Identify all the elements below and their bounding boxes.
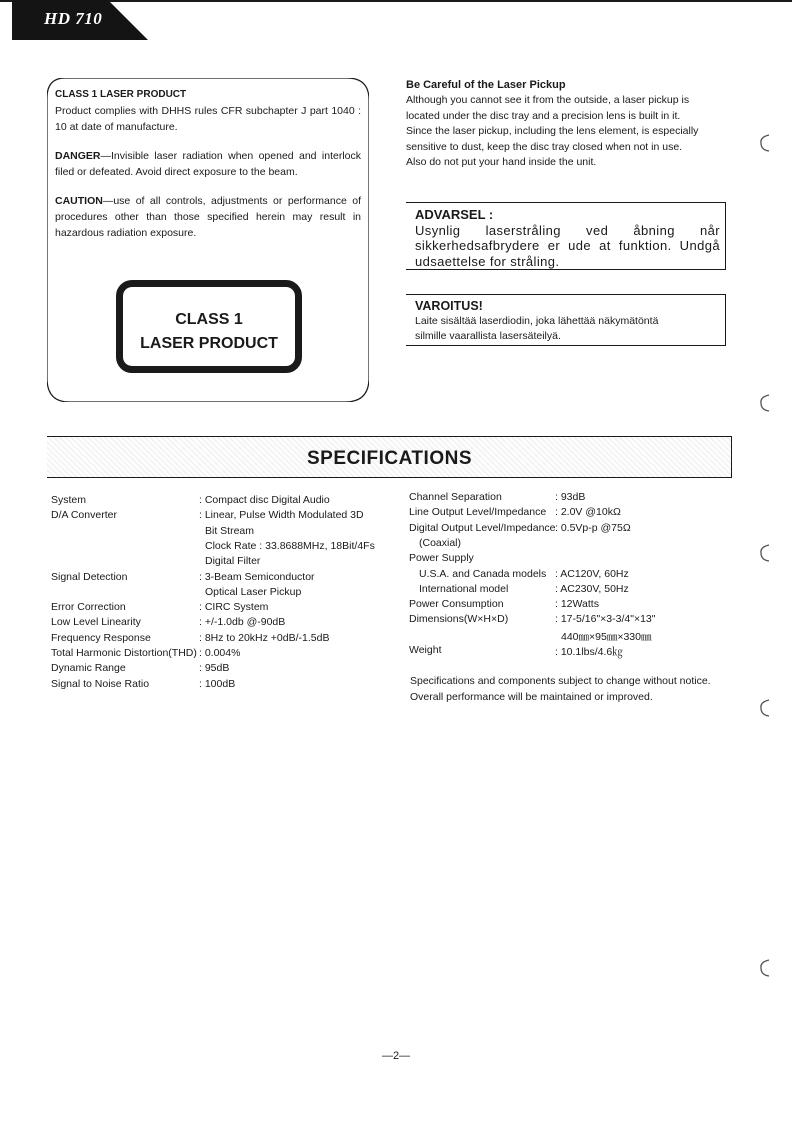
spec-value: : 93dB [555, 491, 586, 503]
laser-pickup-line: located under the disc tray and a precision lens is built in it. [406, 110, 681, 122]
spec-value: : AC120V, 60Hz [555, 567, 629, 580]
danger-body: —Invisible laser radiation when opened and interlock filed or defeated. Avoid direct exposure to the beam. [55, 150, 361, 178]
spec-label: System [51, 494, 87, 506]
spec-value: : 12Watts [555, 598, 599, 611]
spec-value: Optical Laser Pickup [205, 585, 302, 598]
advarsel-line: udsaettelse for stråling. [415, 254, 560, 269]
binder-hole-mark [758, 133, 772, 153]
spec-value: : 8Hz to 20kHz +0dB/-1.5dB [199, 631, 330, 644]
spec-label: Dimensions(W×H×D) [409, 613, 509, 626]
laser-compliance-text: Product complies with DHHS rules CFR subchapter J part 1040 : 10 at date of manufacture. [55, 105, 361, 133]
laser-pickup-line: Since the laser pickup, including the lens element, is especially [406, 125, 699, 137]
spec-value: : 3-Beam Semiconductor [199, 570, 315, 583]
spec-label: Error Correction [51, 601, 126, 614]
spec-label: Low Level Linearity [51, 616, 141, 629]
varoitus-line: Laite sisältää laserdiodin, joka lähettää näkymätöntä [415, 315, 659, 327]
laser-pickup-line: Also do not put your hand inside the unit. [406, 156, 597, 168]
spec-value: : 95dB [199, 662, 230, 675]
spec-value: Clock Rate : 33.8688MHz, 18Bit/4Fs [205, 539, 375, 552]
spec-value: : 0.5Vp-p @75Ω [555, 521, 631, 534]
spec-value: : 2.0V @10kΩ [555, 506, 621, 519]
binder-hole-mark [758, 698, 772, 718]
laser-pickup-heading: Be Careful of the Laser Pickup [406, 79, 566, 91]
spec-label: D/A Converter [51, 509, 117, 522]
spec-label: U.S.A. and Canada models [419, 567, 547, 580]
spec-value: : AC230V, 50Hz [555, 582, 629, 595]
page-number: —2— [381, 1050, 411, 1062]
spec-label: (Coaxial) [419, 536, 462, 549]
laser-pickup-line: sensitive to dust, keep the disc tray closed when not in use. [406, 141, 683, 153]
caution-body: —use of all controls, adjustments or performance of procedures other than those specified herein may result in hazardous radiation exposure. [55, 195, 361, 239]
spec-label: Digital Output Level/Impedance [409, 521, 556, 534]
model-title: HD 710 [44, 9, 103, 28]
spec-label: Power Supply [409, 552, 474, 565]
spec-label: Frequency Response [51, 631, 151, 644]
spec-label: International model [419, 582, 509, 595]
spec-label: Power Consumption [409, 598, 504, 611]
spec-label: Total Harmonic Distortion(THD) [51, 647, 197, 659]
spec-label: Signal Detection [51, 570, 128, 583]
class1-laser-label [116, 280, 302, 373]
advarsel-line: sikkerhedsafbrydere er ude at funktion. Undgå [415, 238, 720, 253]
laser-notice-heading: CLASS 1 LASER PRODUCT [55, 89, 187, 100]
advarsel-title: ADVARSEL : [415, 207, 494, 222]
spec-value: : CIRC System [199, 601, 269, 614]
spec-value: : Linear, Pulse Width Modulated 3D [199, 509, 364, 522]
spec-value: : 17-5/16"×3-3/4"×13" [555, 613, 656, 626]
spec-value: : 10.1lbs/4.6㎏ [555, 646, 623, 658]
varoitus-title: VAROITUS! [415, 299, 483, 313]
spec-label: Dynamic Range [51, 662, 126, 675]
spec-value: : 0.004% [199, 647, 241, 659]
spec-value: : +/-1.0db @-90dB [199, 616, 286, 629]
spec-value: : Compact disc Digital Audio [199, 494, 330, 506]
spec-label: Signal to Noise Ratio [51, 677, 150, 690]
specifications-title: SPECIFICATIONS [307, 448, 472, 469]
spec-value: 440㎜×95㎜×330㎜ [561, 630, 652, 643]
caution-label: CAUTION [55, 195, 103, 207]
binder-hole-mark [758, 543, 772, 563]
laser-caution-text [55, 193, 361, 241]
laser-pickup-line: Although you cannot see it from the outside, a laser pickup is [406, 94, 690, 106]
class-label-line1: CLASS 1 [175, 311, 243, 328]
spec-label: Weight [409, 644, 442, 656]
spec-label: Line Output Level/Impedance [409, 506, 547, 519]
spec-value: Digital Filter [205, 555, 261, 568]
varoitus-line: silmille vaarallista lasersäteilyä. [415, 330, 561, 342]
specifications-closing-note: Specifications and components subject to change without notice. Overall performance will be maintained or improved. [410, 675, 711, 703]
binder-hole-mark [758, 958, 772, 978]
spec-label: Channel Separation [409, 491, 502, 503]
class-label-line2: LASER PRODUCT [140, 335, 278, 352]
spec-value: : 100dB [199, 677, 236, 690]
advarsel-line: Usynlig laserstråling ved åbning når [415, 223, 720, 238]
binder-hole-mark [758, 393, 772, 413]
danger-label: DANGER [55, 150, 101, 162]
spec-value: Bit Stream [205, 524, 255, 537]
laser-danger-text [55, 148, 361, 180]
